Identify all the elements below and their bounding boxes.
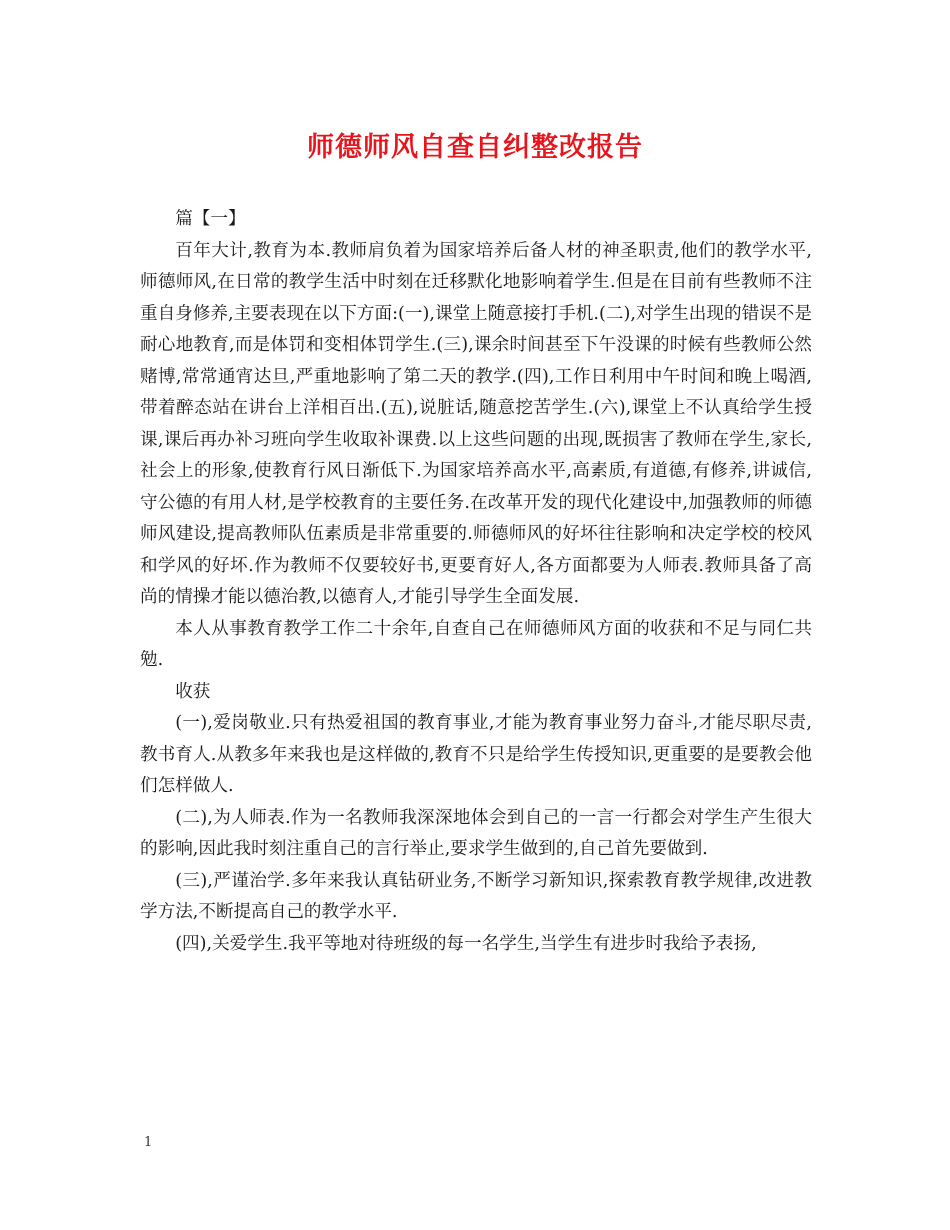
subheading: 收获: [175, 681, 211, 702]
section-label: 篇【一】: [175, 209, 246, 229]
list-item: (二),为人师表.作为一名教师我深深地体会到自己的一言一行都会对学生产生很大的影响,因此我时刻注重自己的言行举止,要求学生做到的,自己首先要做到.: [140, 807, 812, 859]
list-item: (一),爱岗敬业.只有热爱祖国的教育事业,才能为教育事业努力奋斗,才能尽职尽责,教书育人.从教多年来我也是这样做的,教育不只是给学生传授知识,更重要的是要教会他们怎样做人.: [140, 713, 812, 796]
list-item: (四),关爱学生.我平等地对待班级的每一名学生,当学生有进步时我给予表扬,: [175, 933, 757, 954]
paragraph: 本人从事教育教学工作二十余年,自查自己在师德师风方面的收获和不足与同仁共勉.: [140, 618, 812, 670]
list-item: (三),严谨治学.多年来我认真钻研业务,不断学习新知识,探索教育教学规律,改进教学方法,不断提高自己的教学水平.: [140, 870, 812, 922]
document-title: 师德师风自查自纠整改报告: [307, 132, 643, 163]
document-body: [140, 204, 812, 960]
paragraph: 百年大计,教育为本.教师肩负着为国家培养后备人材的神圣职责,他们的教学水平,师德师风,在日常的教学生活中时刻在迁移默化地影响着学生.但是在目前有些教师不注重自身修养,主要表现在以下方面:(一),课堂上随意接打手机.(二),对学生出现的错误不是耐心地教育,而是体罚和变相体罚学生.(三),课余时间甚至下午没课的时候有些教师公然赌博,常常通宵达旦,严重地影响了第二天的教学.(四),工作日利用中午时间和晚上喝酒,带着醉态站在讲台上洋相百出.(五),说脏话,随意挖苦学生.(六),课堂上不认真给学生授课,课后再办补习班向学生收取补课费.以上这些问题的出现,既损害了教师在学生,家长,社会上的形象,使教育行风日渐低下.为国家培养高水平,高素质,有道德,有修养,讲诚信,守公德的有用人材,是学校教育的主要任务.在改革开发的现代化建设中,加强教师的师德师风建设,提高教师队伍素质是非常重要的.师德师风的好坏往往影响和决定学校的校风和学风的好坏.作为教师不仅要较好书,更要育好人,各方面都要为人师表.教师具备了高尚的情操才能以德治教,以德育人,才能引导学生全面发展.: [140, 240, 812, 607]
page-number: 1: [144, 1135, 153, 1150]
